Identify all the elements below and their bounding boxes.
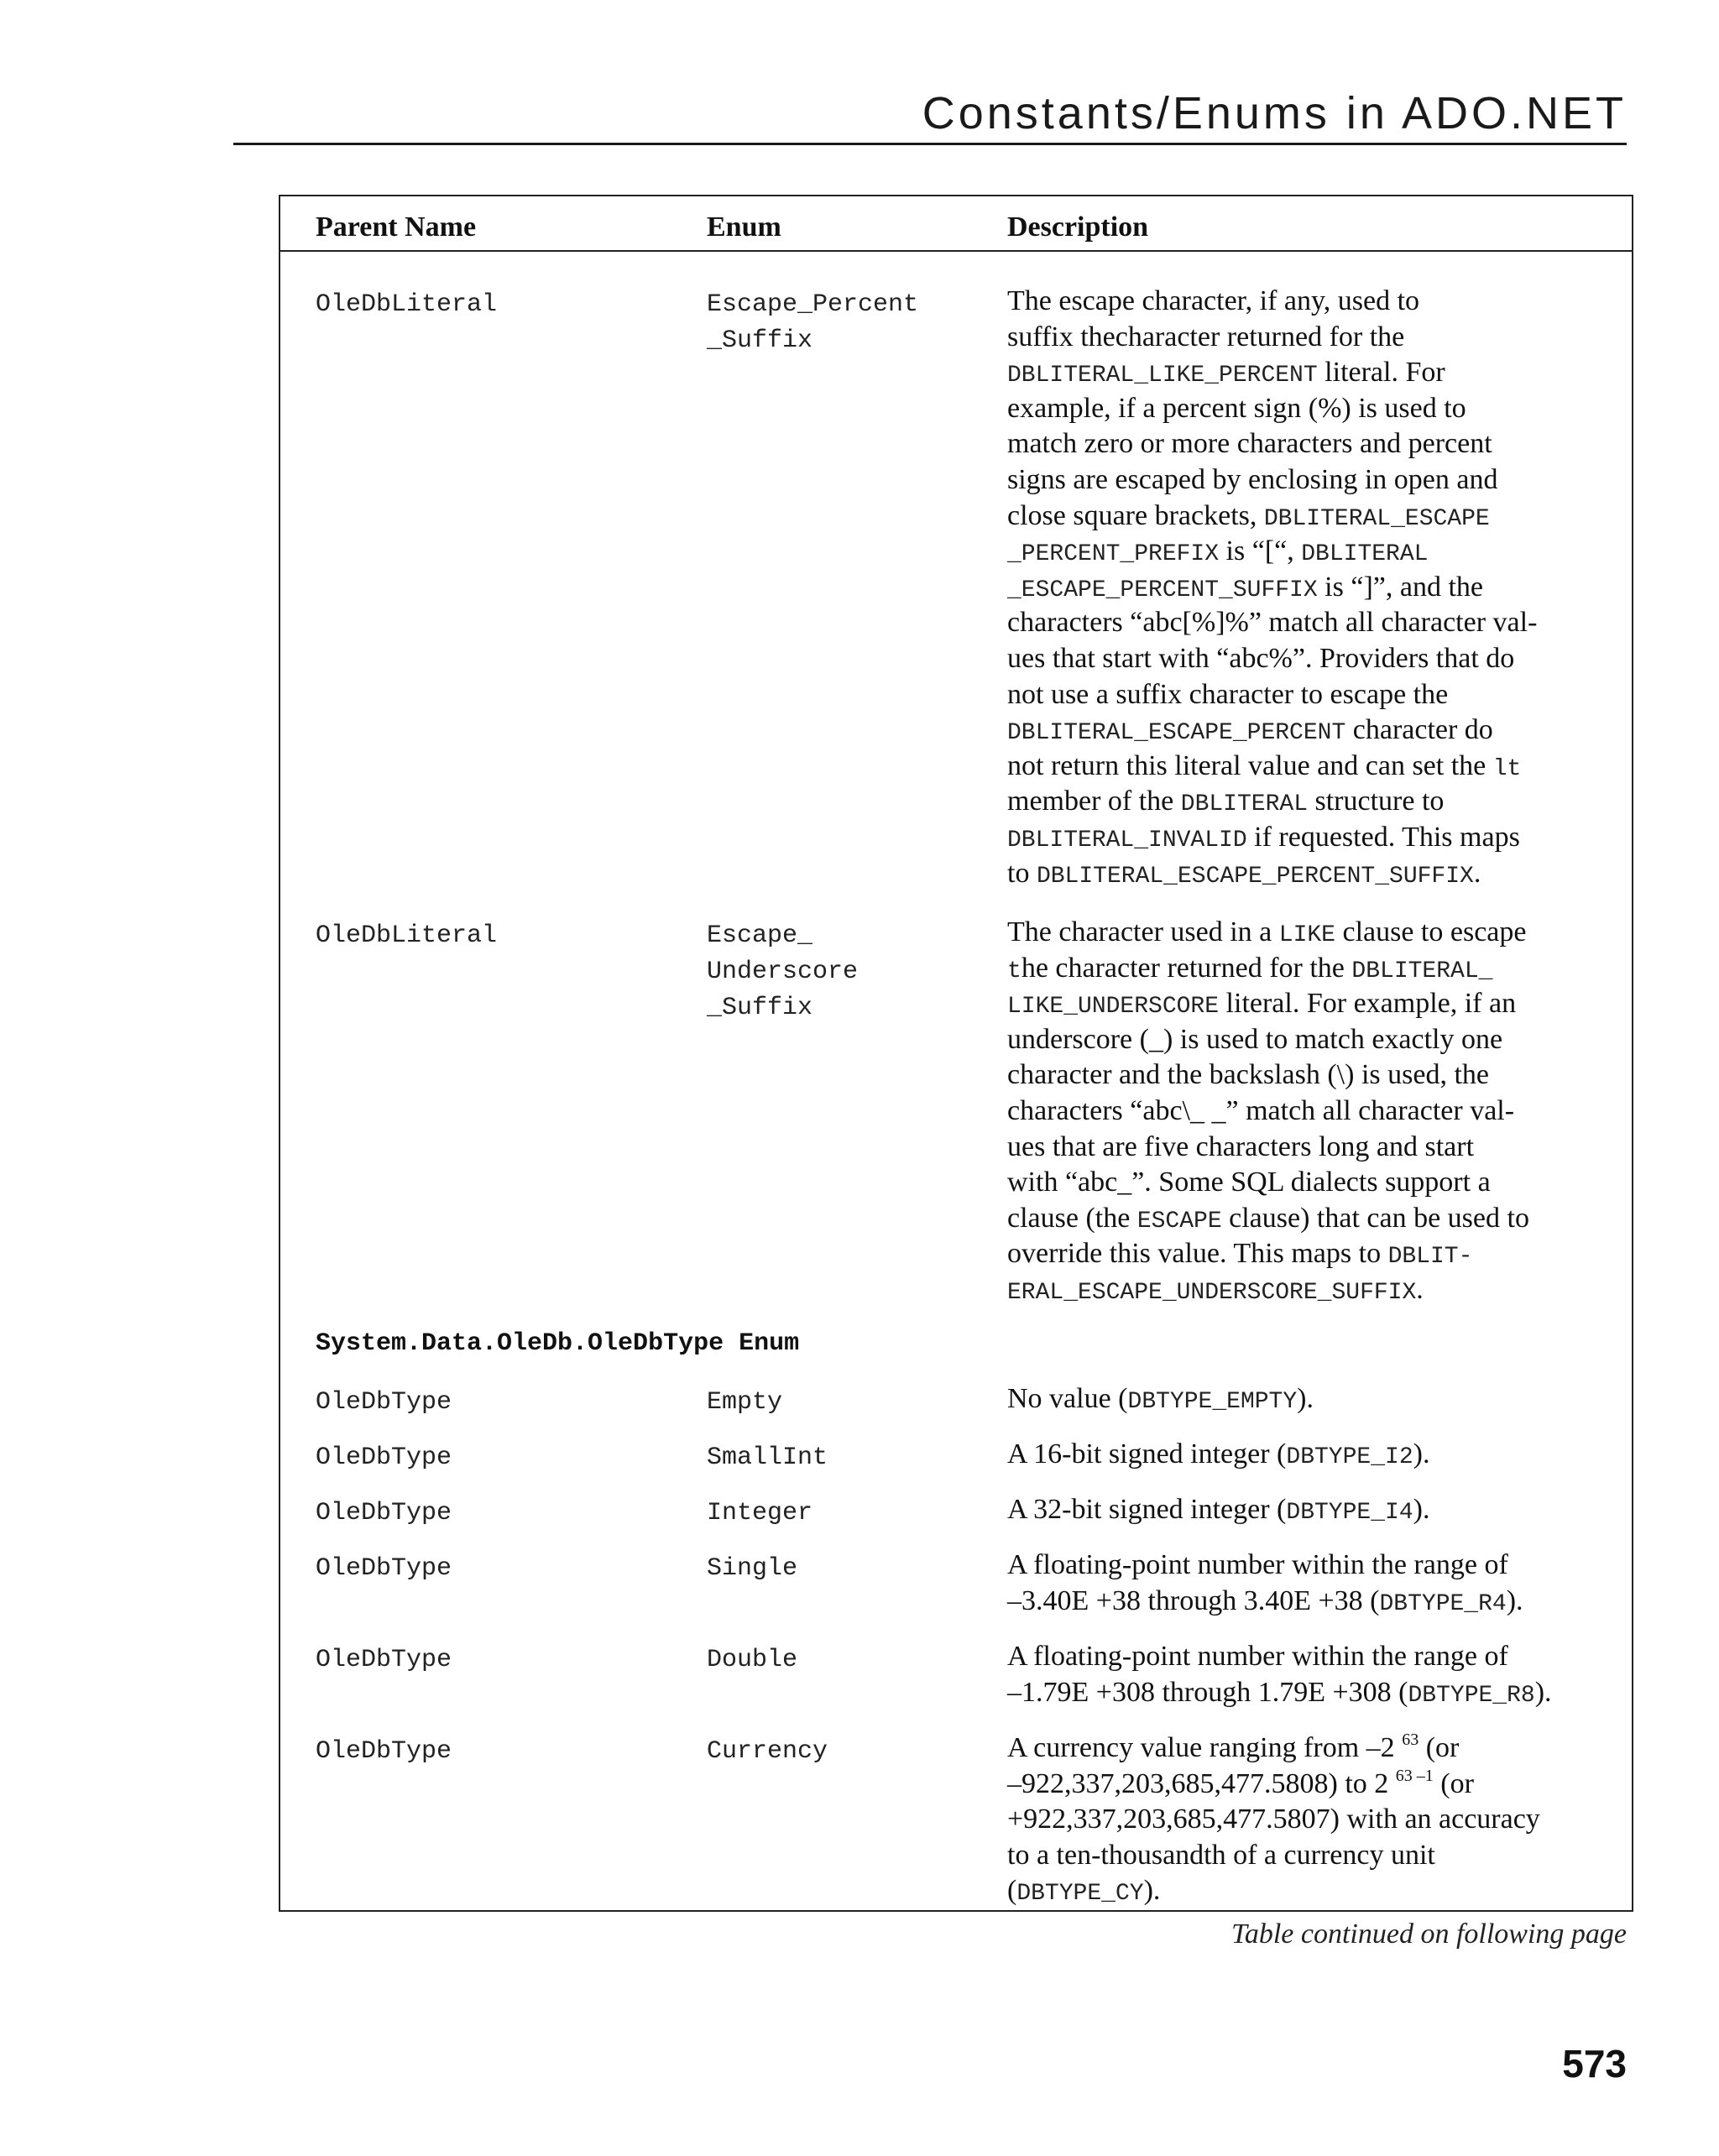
description-text: ).	[1413, 1438, 1430, 1470]
description-text: structure to	[1308, 786, 1445, 817]
description-text: .	[1473, 857, 1481, 889]
description-text: suffix thecharacter returned for the	[1007, 321, 1405, 352]
enum-cell: Escape_ Underscore _Suffix	[707, 921, 859, 1022]
inline-code: LIKE	[1278, 922, 1335, 948]
description-text: –1.79E +308 through 1.79E +308 (	[1007, 1676, 1408, 1708]
description-cell	[1007, 1639, 1605, 1710]
enum-cell: Escape_Percent _Suffix	[707, 290, 919, 355]
parent-name-cell: OleDbType	[316, 1554, 452, 1583]
superscript: 63	[1402, 1731, 1419, 1749]
inline-code: DBTYPE_EMPTY	[1127, 1389, 1298, 1415]
description-text: close square brackets,	[1007, 499, 1264, 531]
description-line	[1007, 391, 1605, 427]
table-row	[280, 1636, 1632, 1720]
header-enum: Enum	[707, 211, 781, 243]
inline-code: _PERCENT_PREFIX	[1007, 541, 1220, 568]
inline-code: DBTYPE_CY	[1016, 1881, 1144, 1908]
description-text: clause (the	[1007, 1202, 1137, 1234]
description-line	[1007, 1548, 1605, 1584]
description-text: not return this literal value and can set the	[1007, 749, 1493, 781]
inline-code: ESCAPE	[1136, 1208, 1222, 1235]
description-text: characters “abc[%]%” match all character val-	[1007, 607, 1538, 639]
enum-cell: Integer	[707, 1499, 813, 1527]
table-row	[280, 1433, 1632, 1484]
description-line	[1007, 1675, 1605, 1711]
description-cell	[1007, 284, 1605, 891]
description-text: +922,337,203,685,477.5807) with an accuracy	[1007, 1804, 1540, 1835]
enum-cell: Empty	[707, 1388, 783, 1417]
description-text: signs are escaped by enclosing in open and	[1007, 463, 1498, 495]
inline-code: DBTYPE_R4	[1379, 1590, 1507, 1617]
description-line	[1007, 915, 1605, 951]
description-line	[1007, 1236, 1605, 1272]
description-text: ues that start with “abc%”. Providers that do	[1007, 642, 1515, 674]
description-text: ).	[1413, 1494, 1430, 1525]
description-text: .	[1416, 1273, 1424, 1305]
description-line	[1007, 820, 1605, 856]
description-line	[1007, 1767, 1605, 1803]
description-line	[1007, 784, 1605, 820]
description-text: example, if a percent sign (%) is used to	[1007, 392, 1466, 424]
description-line	[1007, 1731, 1605, 1767]
description-line	[1007, 1057, 1605, 1094]
description-text: to	[1007, 857, 1037, 889]
parent-name-cell: OleDbType	[316, 1388, 452, 1417]
description-text: clause) that can be used to	[1221, 1202, 1529, 1234]
description-text: with “abc_”. Some SQL dialects support a	[1007, 1167, 1491, 1198]
table-continued-note: Table continued on following page	[1231, 1918, 1627, 1950]
description-text: characters “abc\_ _” match all character val-	[1007, 1094, 1515, 1126]
description-text: A 32-bit signed integer (	[1007, 1494, 1287, 1525]
description-line	[1007, 426, 1605, 462]
description-line	[1007, 1272, 1605, 1308]
description-text: member of the	[1007, 786, 1181, 817]
enum-table	[279, 195, 1633, 1912]
description-text: override this value. This maps to	[1007, 1238, 1388, 1270]
description-cell	[1007, 1492, 1605, 1528]
enum-cell: Double	[707, 1646, 798, 1674]
description-line	[1007, 1838, 1605, 1874]
description-line	[1007, 1584, 1605, 1620]
description-text: to a ten-thousandth of a currency unit	[1007, 1839, 1435, 1871]
description-cell	[1007, 1437, 1605, 1473]
description-text: is “[“,	[1219, 535, 1302, 567]
description-text: character and the backslash (\) is used, the	[1007, 1059, 1489, 1091]
header-description: Description	[1007, 211, 1149, 243]
description-line	[1007, 570, 1605, 606]
description-text: (or	[1433, 1767, 1474, 1799]
description-line	[1007, 1639, 1605, 1675]
description-text: literal. For	[1317, 357, 1445, 389]
description-line	[1007, 1437, 1605, 1473]
description-line	[1007, 641, 1605, 677]
description-line	[1007, 284, 1605, 320]
description-text: ).	[1506, 1584, 1523, 1616]
description-text: character do	[1345, 714, 1493, 746]
description-line	[1007, 605, 1605, 641]
inline-code: DBTYPE_I4	[1286, 1500, 1413, 1526]
description-text: is “]”, and the	[1317, 571, 1483, 603]
description-line	[1007, 1130, 1605, 1166]
description-line	[1007, 677, 1605, 713]
page-number: 573	[1562, 2042, 1627, 2086]
inline-code: ERAL_ESCAPE_UNDERSCORE_SUFFIX	[1007, 1279, 1417, 1306]
description-line	[1007, 534, 1605, 570]
description-line	[1007, 355, 1605, 391]
running-head: Constants/Enums in ADO.NET	[922, 88, 1627, 138]
parent-name-cell: OleDbType	[316, 1737, 452, 1766]
description-text: if requested. This maps	[1246, 821, 1520, 853]
description-line	[1007, 1201, 1605, 1237]
description-line	[1007, 951, 1605, 987]
table-row	[280, 1727, 1632, 1912]
table-row	[280, 1489, 1632, 1539]
description-text: –922,337,203,685,477.5808) to 2	[1007, 1767, 1396, 1799]
description-text: (	[1007, 1875, 1017, 1907]
enum-cell: SmallInt	[707, 1443, 828, 1472]
description-cell	[1007, 915, 1605, 1308]
table-row	[280, 1544, 1632, 1628]
description-text: underscore (_) is used to match exactly one	[1007, 1023, 1503, 1055]
inline-code: DBLITERAL	[1180, 791, 1308, 818]
description-line	[1007, 1381, 1605, 1417]
description-text: ).	[1534, 1676, 1552, 1708]
description-line	[1007, 499, 1605, 535]
enum-cell: Single	[707, 1554, 798, 1583]
description-line	[1007, 1022, 1605, 1058]
description-text: ues that are five characters long and start	[1007, 1130, 1475, 1162]
description-cell	[1007, 1381, 1605, 1417]
description-line	[1007, 1165, 1605, 1201]
inline-code: DBLITERAL_	[1351, 958, 1493, 984]
header-parent-name: Parent Name	[316, 211, 477, 243]
parent-name-cell: OleDbType	[316, 1443, 452, 1472]
inline-code: lt	[1492, 755, 1522, 782]
parent-name-cell: OleDbType	[316, 1646, 452, 1674]
inline-code: _ESCAPE_PERCENT_SUFFIX	[1007, 577, 1318, 603]
inline-code: DBLITERAL_ESCAPE_PERCENT_SUFFIX	[1036, 863, 1474, 890]
inline-code: DBLITERAL	[1301, 541, 1429, 568]
description-line	[1007, 462, 1605, 499]
description-text: A currency value ranging from –2	[1007, 1732, 1403, 1763]
inline-code: DBLITERAL_INVALID	[1007, 827, 1247, 854]
inline-code: DBLITERAL_ESCAPE_PERCENT	[1007, 720, 1346, 747]
section-title: System.Data.OleDb.OleDbType Enum	[316, 1329, 800, 1358]
description-cell	[1007, 1731, 1605, 1909]
table-row	[280, 911, 1632, 1314]
inline-code: DBTYPE_R8	[1408, 1682, 1535, 1709]
description-text: The escape character, if any, used to	[1007, 285, 1420, 316]
description-text: A floating-point number within the range of	[1007, 1641, 1508, 1672]
description-text: ).	[1297, 1383, 1314, 1414]
description-line	[1007, 713, 1605, 749]
table-row	[280, 1378, 1632, 1428]
description-cell	[1007, 1548, 1605, 1619]
description-text: A 16-bit signed integer (	[1007, 1438, 1287, 1470]
description-text: clause to escape	[1335, 916, 1527, 947]
description-line	[1007, 1492, 1605, 1528]
inline-code: t	[1007, 958, 1021, 984]
inline-code: DBLITERAL_LIKE_PERCENT	[1007, 363, 1318, 389]
description-text: (or	[1419, 1732, 1460, 1763]
parent-name-cell: OleDbLiteral	[316, 290, 498, 319]
description-text: No value (	[1007, 1383, 1128, 1414]
description-text: not use a suffix character to escape the	[1007, 678, 1449, 710]
parent-name-cell: OleDbType	[316, 1499, 452, 1527]
description-line	[1007, 1873, 1605, 1909]
inline-code: DBLITERAL_ESCAPE	[1263, 505, 1490, 532]
description-text: literal. For example, if an	[1219, 988, 1517, 1020]
enum-cell: Currency	[707, 1737, 828, 1766]
inline-code: DBLIT-	[1387, 1244, 1473, 1271]
parent-name-cell: OleDbLiteral	[316, 921, 498, 950]
description-line	[1007, 1802, 1605, 1838]
description-text: –3.40E +38 through 3.40E +38 (	[1007, 1584, 1380, 1616]
description-line	[1007, 749, 1605, 785]
header-rule	[233, 143, 1627, 145]
description-line	[1007, 986, 1605, 1022]
description-text: ).	[1143, 1875, 1161, 1907]
description-line	[1007, 856, 1605, 892]
table-row	[280, 280, 1632, 890]
description-text: The character used in a	[1007, 916, 1279, 947]
superscript: 63 –1	[1395, 1766, 1434, 1785]
inline-code: DBTYPE_I2	[1286, 1444, 1413, 1470]
description-line	[1007, 1094, 1605, 1130]
description-text: match zero or more characters and percent	[1007, 428, 1492, 460]
description-text: he character returned for the	[1021, 952, 1352, 984]
description-line	[1007, 320, 1605, 356]
description-text: A floating-point number within the range of	[1007, 1549, 1508, 1580]
inline-code: LIKE_UNDERSCORE	[1007, 994, 1220, 1021]
table-header	[280, 196, 1632, 252]
